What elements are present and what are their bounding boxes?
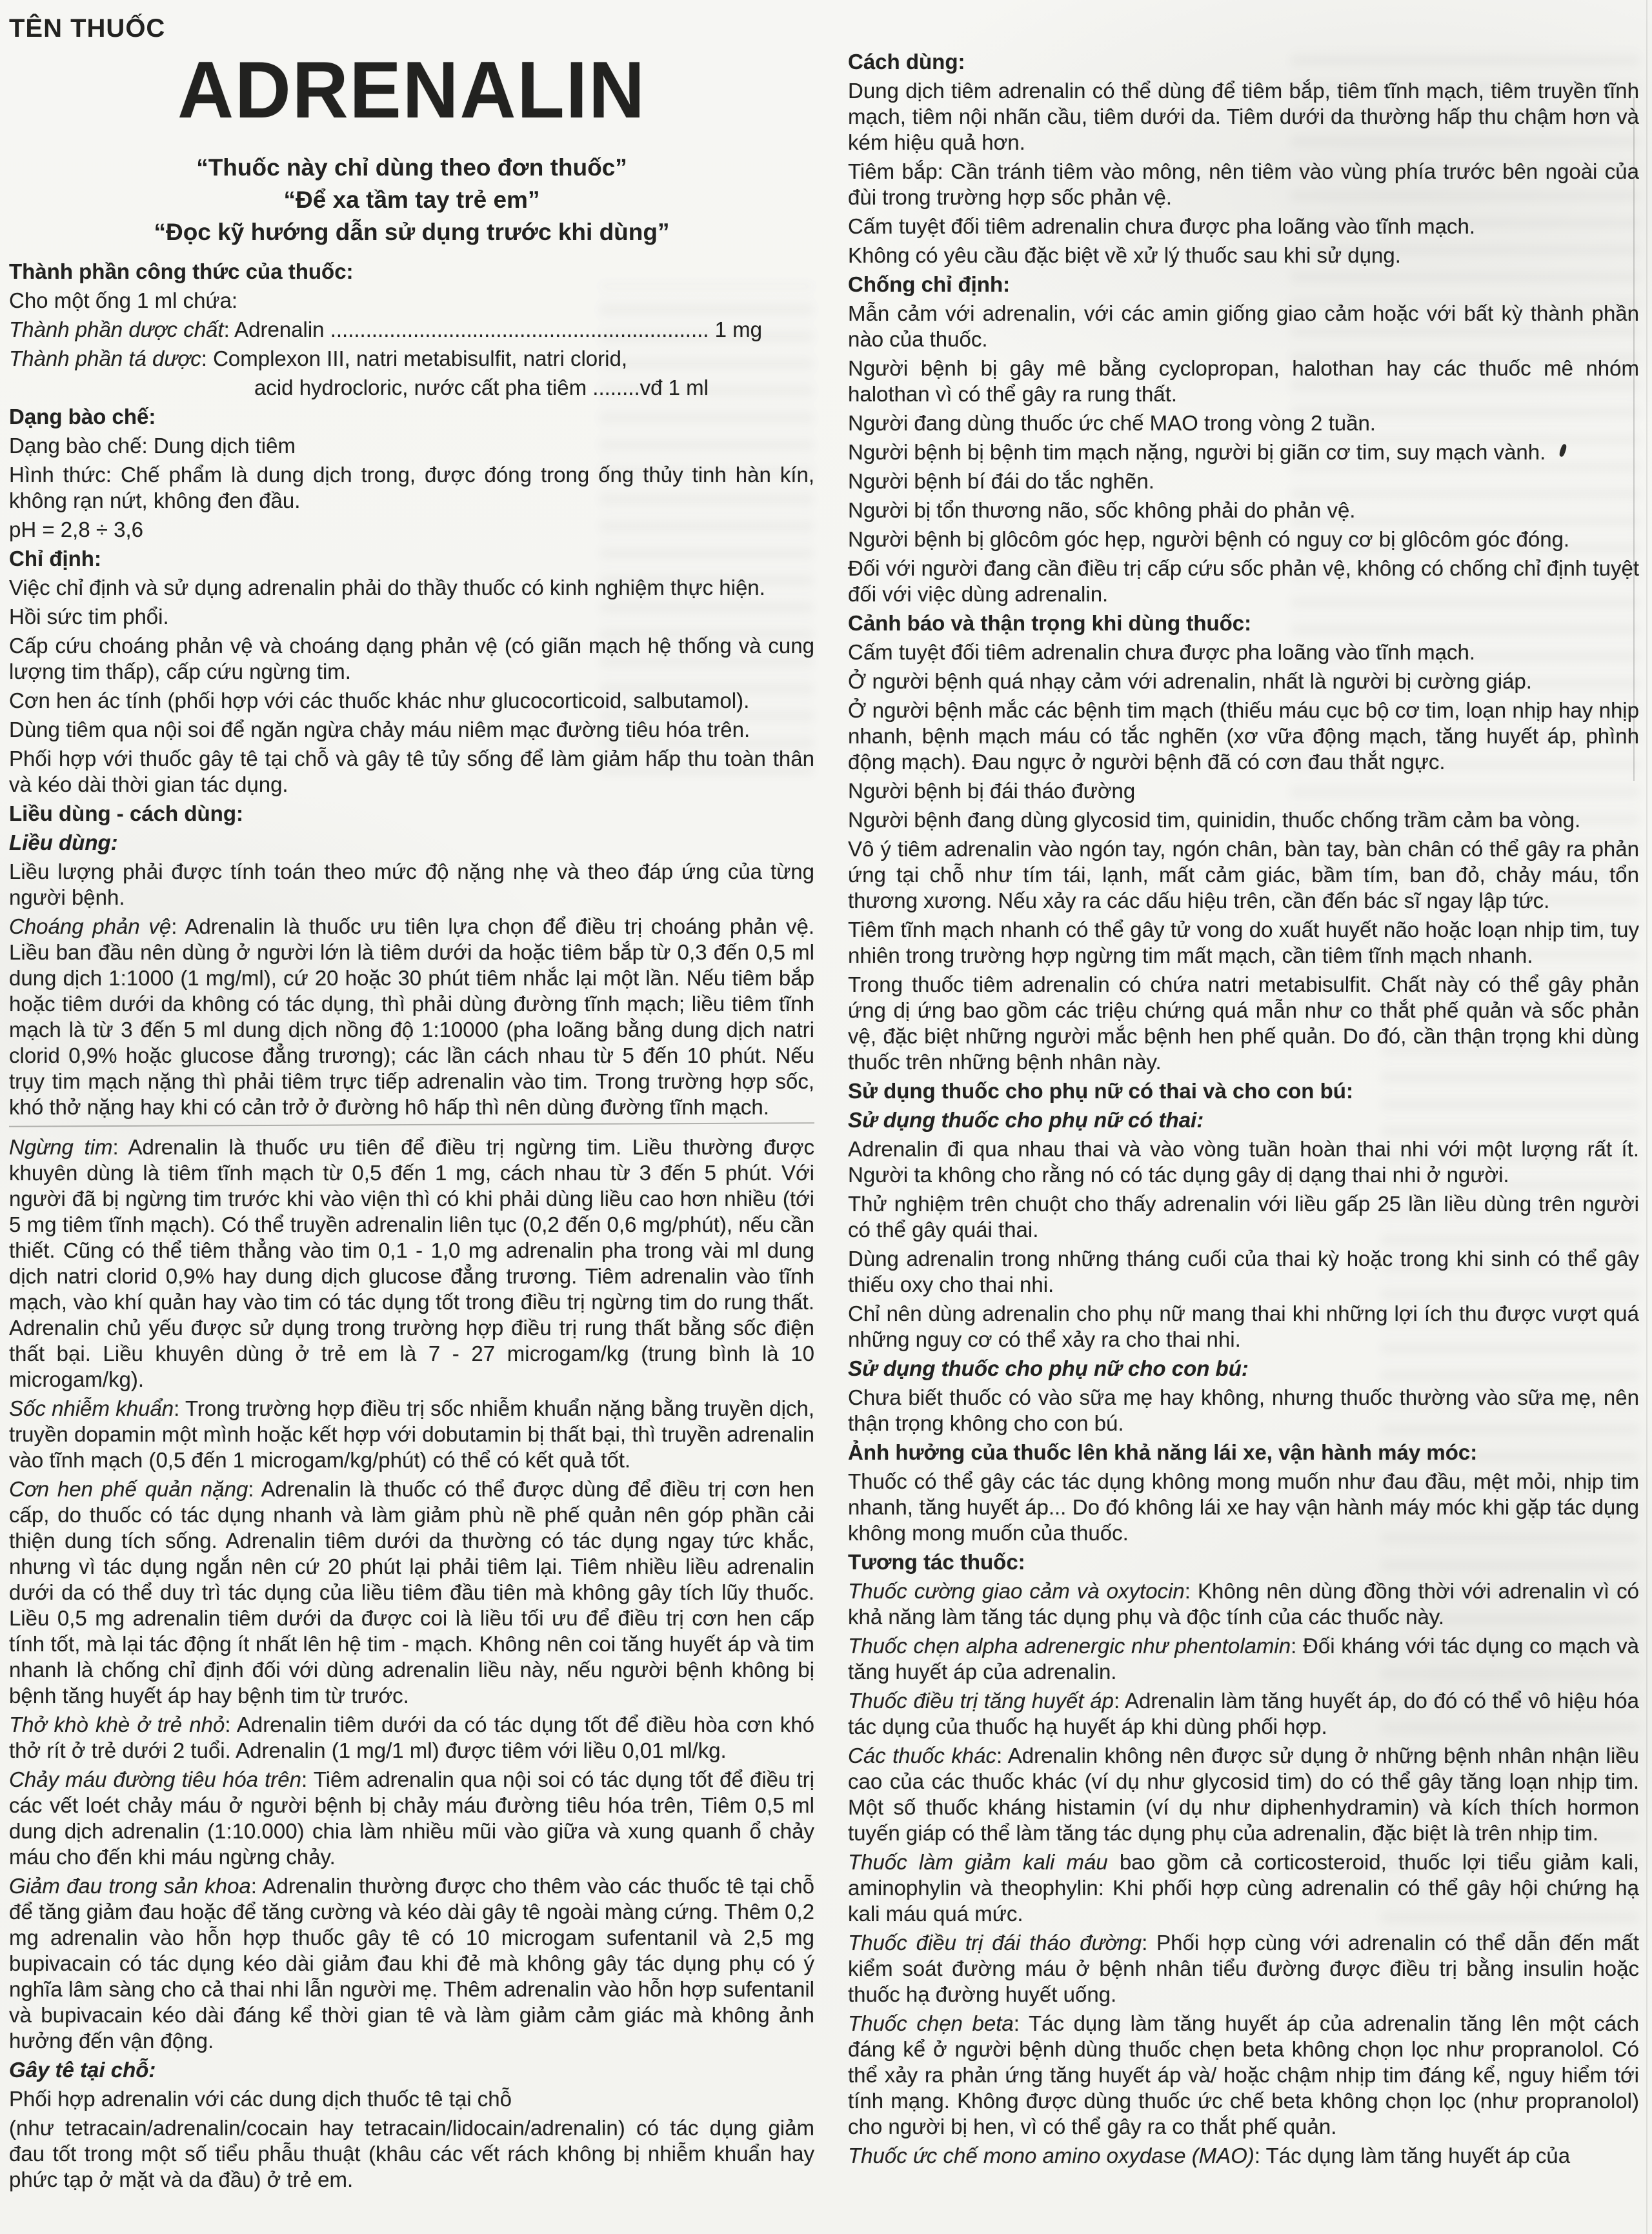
section-heading: Tương tác thuốc: (848, 1550, 1025, 1574)
run-in-heading: Ngừng tim (9, 1135, 113, 1159)
paragraph: Người bệnh bị glôcôm góc hẹp, người bệnh có nguy cơ bị glôcôm góc đóng. (848, 527, 1570, 551)
section-heading: Liều dùng: (9, 830, 118, 854)
paragraph: Cơn hen phế quản nặng: Adrenalin là thuốc có thể được dùng để điều trị cơn hen cấp, do thuốc có tác dụng nhanh và làm giảm phù nề phế quản nên góp phần cải thiện dung tích sống. Adrenalin tiêm dưới da thường có tác dụng ngay tức khắc, nhưng vì tác dụng ngắn nên cứ 20 phút lại phải tiêm lại. Tiêm nhiều liều adrenalin dưới da có thể duy trì tác dụng của liều tiêm đầu tiên mà không gây tích lũy thuốc. Liều 0,5 mg adrenalin tiêm dưới da được coi là liều tối ưu để điều trị cơn hen cấp tính tốt, mà lại tác động ít nhất lên hệ tim - mạch. Không nên coi tăng huyết áp và tim nhanh là chống chỉ định đối với dùng adrenalin liều này, nếu người bệnh không bị bệnh tăng huyết áp hay bệnh tim từ trước. (9, 1477, 814, 1707)
paragraph: Đối với người đang cần điều trị cấp cứu sốc phản vệ, không có chống chỉ định tuyệt đối với việc dùng adrenalin. (848, 556, 1639, 606)
paragraph: Mẫn cảm với adrenalin, với các amin giống giao cảm hoặc với bất kỳ thành phần nào của thuốc. (848, 301, 1639, 351)
paragraph: Thuốc điều trị tăng huyết áp: Adrenalin làm tăng huyết áp, do đó có thể vô hiệu hóa tác dụng của thuốc hạ huyết áp khi dùng phối hợp. (848, 1689, 1639, 1738)
paragraph: Tiêm bắp: Cần tránh tiêm vào mông, nên tiêm vào vùng phía trước bên ngoài của đùi trong trường hợp sốc phản vệ. (848, 159, 1639, 209)
drug-name-label: TÊN THUỐC (9, 14, 166, 43)
section-heading: Dạng bào chế: (9, 405, 156, 428)
paragraph: Thuốc làm giảm kali máu bao gồm cả corticosteroid, thuốc lợi tiểu giảm kali, aminophylin và theophylin: Khi phối hợp cùng adrenalin có thể gây hội chứng hạ kali máu quá mức. (848, 1850, 1639, 1926)
paragraph: Ở người bệnh mắc các bệnh tim mạch (thiếu máu cục bộ cơ tim, loạn nhịp hay nhịp nhanh, bệnh mạch máu có tắc nghẽn (xơ vữa động mạch, tăng huyết áp, phình động mạch). Đau ngực ở người bệnh đã có cơn đau thắt ngực. (848, 698, 1639, 774)
paragraph: Các thuốc khác: Adrenalin không nên được sử dụng ở những bệnh nhân nhận liều cao của các thuốc khác (ví dụ như glycosid tim) do có thể gây tăng loạn nhịp tim. Một số thuốc kháng histamin (ví dụ như diphenhydramin) và kích thích hormon tuyến giáp có thể làm tăng tác dụng phụ của adrenalin, đặc biệt là trên nhịp tim. (848, 1744, 1639, 1845)
paragraph: Thở khò khè ở trẻ nhỏ: Adrenalin tiêm dưới da có tác dụng tốt để điều hòa cơn khó thở rít ở trẻ dưới 2 tuổi. Adrenalin (1 mg/1 ml) được tiêm với liều 0,01 ml/kg. (9, 1713, 814, 1762)
left-column (9, 14, 814, 2196)
paragraph: (như tetracain/adrenalin/cocain hay tetracain/lidocain/adrenalin) có tác dụng giảm đau tốt trong một số tiểu phẫu thuật (khâu các vết rách không bị nhiễm khuẩn hay phức tạp ở mặt và da đầu) ở trẻ em. (9, 2116, 814, 2191)
paragraph: Cấm tuyệt đối tiêm adrenalin chưa được pha loãng vào tĩnh mạch. (848, 214, 1476, 238)
paragraph: Thuốc chẹn beta: Tác dụng làm tăng huyết áp của adrenalin tăng lên một cách đáng kể ở người bệnh dùng thuốc chẹn beta không chọn lọc như propranolol. Có thể xảy ra phản ứng tăng huyết áp và/ hoặc chậm nhịp tim đáng kể, nguy hiểm tới tính mạng. Không được dùng thuốc ức chế beta không chọn lọc (như propranolol) cho người bị hen, vì có thể gây ra co thắt phế quản. (848, 2011, 1639, 2138)
section-heading: Ảnh hưởng của thuốc lên khả năng lái xe, vận hành máy móc: (848, 1440, 1478, 1464)
paragraph: Người đang dùng thuốc ức chế MAO trong vòng 2 tuần. (848, 411, 1376, 435)
paragraph: Ngừng tim: Adrenalin là thuốc ưu tiên để điều trị ngừng tim. Liều thường được khuyên dùng là tiêm tĩnh mạch từ 0,5 đến 1 mg, cách nhau từ 3 đến 5 phút. Với người đã bị ngừng tim trước khi vào viện thì có khi phải dùng liều cao hơn nhiều (tới 5 mg tiêm tĩnh mạch). Có thể truyền adrenalin liên tục (0,2 đến 0,6 mg/phút), nếu cần thiết. Cũng có thể tiêm thẳng vào tim 0,1 - 1,0 mg adrenalin pha trong vài ml dung dịch natri clorid 0,9% hay dung dịch glucose đẳng trương. Tiêm adrenalin vào tĩnh mạch, vào khí quản hay vào tim có tác dụng tốt trong điều trị ngừng tim do rung thất. Adrenalin chủ yếu được sử dụng trong trường hợp điều trị rung thất bằng sốc điện thất bại. Liều khuyên dùng ở trẻ em là 7 - 27 microgam/kg (trung bình là 10 microgam/kg). (9, 1135, 814, 1391)
run-in-heading: Chảy máu đường tiêu hóa trên (9, 1767, 301, 1791)
paragraph: Dung dịch tiêm adrenalin có thể dùng để tiêm bắp, tiêm tĩnh mạch, tiêm truyền tĩnh mạch, tiêm nội nhãn cầu, tiêm dưới da. Tiêm dưới da thường hấp thu chậm hơn và kém hiệu quả hơn. (848, 79, 1639, 154)
paragraph: Người bệnh đang dùng glycosid tim, quinidin, thuốc chống trầm cảm ba vòng. (848, 808, 1581, 832)
paragraph: Cấp cứu choáng phản vệ và choáng dạng phản vệ (có giãn mạch hệ thống và cung lượng tim thấp), cấp cứu ngừng tim. (9, 634, 814, 683)
section-heading: Liều dùng - cách dùng: (9, 801, 243, 825)
section-heading: Thành phần công thức của thuốc: (9, 259, 354, 283)
paragraph: Người bị tổn thương não, sốc không phải do phản vệ. (848, 498, 1356, 522)
paragraph: Thuốc có thể gây các tác dụng không mong muốn như đau đầu, mệt mỏi, nhịp tim nhanh, tăng huyết áp... Do đó không lái xe hay vận hành máy móc khi gặp tác dụng không mong muốn của thuốc. (848, 1469, 1639, 1545)
paragraph: Thuốc ức chế mono amino oxydase (MAO): Tác dụng làm tăng huyết áp của (848, 2144, 1571, 2168)
paragraph: Dùng adrenalin trong những tháng cuối của thai kỳ hoặc trong khi sinh có thể gây thiếu oxy cho thai nhi. (848, 1247, 1639, 1296)
paragraph: Vô ý tiêm adrenalin vào ngón tay, ngón chân, bàn tay, bàn chân có thể gây ra phản ứng tại chỗ như tím tái, lạnh, mất cảm giác, bầm tím, ban đỏ, chảy máu, tổn thương xương. Nếu xảy ra các dấu hiệu trên, cần đến bác sĩ ngay lập tức. (848, 837, 1639, 912)
run-in-heading: Thành phần tá dược (9, 347, 201, 370)
paragraph: Thuốc cường giao cảm và oxytocin: Không nên dùng đồng thời với adrenalin vì có khả năng làm tăng tác dụng phụ và độc tính của các thuốc này. (848, 1579, 1639, 1629)
paragraph: Không có yêu cầu đặc biệt về xử lý thuốc sau khi sử dụng. (848, 243, 1401, 267)
section-heading: Sử dụng thuốc cho phụ nữ có thai và cho con bú: (848, 1079, 1353, 1103)
run-in-heading: Thuốc ức chế mono amino oxydase (MAO) (848, 2144, 1254, 2168)
paragraph: Thành phần tá dược: Complexon III, natri metabisulfit, natri clorid, (9, 347, 627, 370)
paragraph: Người bệnh bị đái tháo đường (848, 779, 1136, 803)
section-heading: Chống chỉ định: (848, 272, 1011, 296)
right-column-body (848, 49, 1639, 2169)
run-in-heading: Choáng phản vệ (9, 914, 172, 938)
paragraph: Thành phần dược chất: Adrenalin ................................................................ 1 mg (9, 317, 763, 341)
right-column (848, 37, 1639, 2172)
paragraph: Cơn hen ác tính (phối hợp với các thuốc khác như glucocorticoid, salbutamol). (9, 689, 750, 712)
paragraph: Người bệnh bị gây mê bằng cyclopropan, halothan hay các thuốc mê nhóm halothan vì có thể gây ra rung thất. (848, 356, 1639, 406)
run-in-heading: Thở khò khè ở trẻ nhỏ (9, 1713, 225, 1736)
paper-edge-line (1646, 0, 1647, 2234)
section-heading: Chỉ định: (9, 547, 101, 570)
paragraph: Tiêm tĩnh mạch nhanh có thể gây tử vong do xuất huyết não hoặc loạn nhịp tim, tuy nhiên trong trường hợp ngừng tim mất mạch, cần tiêm tĩnh mạch nhanh. (848, 918, 1639, 967)
section-heading: Sử dụng thuốc cho phụ nữ cho con bú: (848, 1356, 1249, 1380)
run-in-heading: Thuốc cường giao cảm và oxytocin (848, 1579, 1185, 1603)
page-title: ADRENALIN (177, 46, 646, 135)
paragraph: Phối hợp adrenalin với các dung dịch thuốc tê tại chỗ (9, 2087, 512, 2111)
run-in-heading: Sốc nhiễm khuẩn (9, 1396, 174, 1420)
section-heading: Cách dùng: (848, 50, 965, 74)
paragraph: Liều lượng phải được tính toán theo mức độ nặng nhẹ và theo đáp ứng của từng người bệnh. (9, 860, 814, 909)
paragraph: Người bệnh bị bệnh tim mạch nặng, người bị giãn cơ tim, suy mạch vành. (848, 440, 1546, 464)
prescription-only-notice: “Thuốc này chỉ dùng theo đơn thuốc” (196, 154, 627, 181)
left-column-body (9, 259, 814, 2193)
paragraph: Cấm tuyệt đối tiêm adrenalin chưa được pha loãng vào tĩnh mạch. (848, 640, 1476, 664)
paragraph: Sốc nhiễm khuẩn: Trong trường hợp điều trị sốc nhiễm khuẩn nặng bằng truyền dịch, truyền dopamin một mình hoặc kết hợp với dobutamin bị thất bại, thì truyền adrenalin vào tĩnh mạch (0,5 đến 1 microgam/kg/phút) có thể có kết quả tốt. (9, 1396, 814, 1472)
paragraph: acid hydrocloric, nước cất pha tiêm ........vđ 1 ml (254, 376, 709, 399)
run-in-heading: Thành phần dược chất (9, 317, 224, 341)
paragraph: Thử nghiệm trên chuột cho thấy adrenalin với liều gấp 25 lần liều dùng trên người có thể gây quái thai. (848, 1192, 1639, 1242)
keep-away-from-children-notice: “Để xa tầm tay trẻ em” (283, 186, 540, 213)
paragraph: Thuốc điều trị đái tháo đường: Phối hợp cùng với adrenalin có thể dẫn đến mất kiểm soát đường máu ở bệnh nhân tiểu đường được điều trị bằng insulin hoặc thuốc hạ đường huyết uống. (848, 1931, 1639, 2006)
paragraph: Hồi sức tim phổi. (9, 605, 169, 629)
run-in-heading: Thuốc chẹn beta (848, 2011, 1014, 2035)
paragraph: Dạng bào chế: Dung dịch tiêm (9, 434, 296, 458)
paragraph: Việc chỉ định và sử dụng adrenalin phải do thầy thuốc có kinh nghiệm thực hiện. (9, 576, 765, 599)
section-heading: Gây tê tại chỗ: (9, 2058, 156, 2082)
paragraph: Thuốc chẹn alpha adrenergic như phentolamin: Đối kháng với tác dụng co mạch và tăng huyết áp của adrenalin. (848, 1634, 1639, 1684)
paragraph: Phối hợp với thuốc gây tê tại chỗ và gây tê tủy sống để làm giảm hấp thu toàn thân và kéo dài thời gian tác dụng. (9, 747, 814, 796)
paragraph: Người bệnh bí đái do tắc nghẽn. (848, 469, 1154, 493)
scan-crease (9, 1122, 814, 1131)
paragraph: Giảm đau trong sản khoa: Adrenalin thường được cho thêm vào các thuốc tê tại chỗ để tăng giảm đau hoặc để tăng cường và kéo dài gây tê ngoài màng cứng. Thêm 0,2 mg adrenalin vào hỗn hợp thuốc gây tê có 10 microgam sufentanil và 2,5 mg bupivacain có tác dụng kéo dài giảm đau khi đẻ mà không gây tác dụng phụ có ý nghĩa lâm sàng cho cả thai nhi lẫn người mẹ. Thêm adrenalin vào hỗn hợp sufentanil và bupivacain kéo dài đáng kể thời gian tê và làm giảm cảm giác mà không ảnh hưởng đến vận động. (9, 1874, 814, 2053)
paragraph: Adrenalin đi qua nhau thai và vào vòng tuần hoàn thai nhi với một lượng rất ít. Người ta không cho rằng nó có tác dụng gây dị dạng thai nhi ở người. (848, 1137, 1639, 1187)
run-in-heading: Thuốc điều trị tăng huyết áp (848, 1689, 1114, 1713)
run-in-heading: Các thuốc khác (848, 1744, 996, 1767)
run-in-heading: Thuốc chẹn alpha adrenergic như phentolamin (848, 1634, 1291, 1658)
paragraph: Cho một ống 1 ml chứa: (9, 288, 238, 312)
paragraph: Hình thức: Chế phẩm là dung dịch trong, được đóng trong ống thủy tinh hàn kín, không rạn nứt, không đen đầu. (9, 463, 814, 512)
paragraph: Trong thuốc tiêm adrenalin có chứa natri metabisulfit. Chất này có thể gây phản ứng dị ứng bao gồm các triệu chứng quá mẫn như co thắt phế quản và sốc phản vệ, đặc biệt những người mắc bệnh hen phế quản. Do đó, cần thận trọng khi dùng thuốc trên những bệnh nhân này. (848, 972, 1639, 1074)
paragraph: pH = 2,8 ÷ 3,6 (9, 518, 143, 541)
run-in-heading: Giảm đau trong sản khoa (9, 1874, 251, 1898)
paragraph: Chảy máu đường tiêu hóa trên: Tiêm adrenalin qua nội soi có tác dụng tốt để điều trị các vết loét chảy máu ở người bệnh bị chảy máu đường tiêu hóa trên, Tiêm 0,5 ml dung dịch adrenalin (1:10.000) chia làm nhiều mũi vào giữa và xung quanh ổ chảy máu cho đến khi máu ngừng chảy. (9, 1767, 814, 1869)
run-in-heading: Cơn hen phế quản nặng (9, 1477, 248, 1501)
paragraph: Chưa biết thuốc có vào sữa mẹ hay không, nhưng thuốc thường vào sữa mẹ, nên thận trọng không cho con bú. (848, 1385, 1639, 1435)
run-in-heading: Thuốc làm giảm kali máu (848, 1850, 1108, 1874)
section-heading: Sử dụng thuốc cho phụ nữ có thai: (848, 1108, 1204, 1132)
paragraph: Dùng tiêm qua nội soi để ngăn ngừa chảy máu niêm mạc đường tiêu hóa trên. (9, 718, 750, 741)
read-instructions-notice: “Đọc kỹ hướng dẫn sử dụng trước khi dùng” (154, 219, 670, 245)
paragraph: Choáng phản vệ: Adrenalin là thuốc ưu tiên lựa chọn để điều trị choáng phản vệ. Liều ban đầu nên dùng ở người lớn là tiêm dưới da hoặc tiêm bắp từ 0,3 đến 0,5 ml dung dịch 1:1000 (1 mg/ml), cứ 20 hoặc 30 phút tiêm nhắc lại một lần. Nếu tiêm bắp hoặc tiêm dưới da không có tác dụng, thì phải dùng đường tĩnh mạch; liều tiêm tĩnh mạch là từ 3 đến 5 ml dung dịch nồng độ 1:10000 (pha loãng bằng dung dịch natri clorid 0,9% hoặc glucose đẳng trương); các lần cách nhau từ 5 đến 10 phút. Nếu trụy tim mạch nặng thì phải tiêm trực tiếp adrenalin vào tim. Trong trường hợp sốc, khó thở nặng hay khi có cản trở ở đường hô hấp thì nên dùng đường tĩnh mạch. (9, 914, 815, 1119)
run-in-heading: Thuốc điều trị đái tháo đường (848, 1931, 1142, 1955)
paragraph: Chỉ nên dùng adrenalin cho phụ nữ mang thai khi những lợi ích thu được vượt quá những nguy cơ có thể xảy ra cho thai nhi. (848, 1302, 1639, 1351)
paragraph: Ở người bệnh quá nhạy cảm với adrenalin, nhất là người bị cường giáp. (848, 669, 1532, 693)
section-heading: Cảnh báo và thận trọng khi dùng thuốc: (848, 611, 1252, 635)
